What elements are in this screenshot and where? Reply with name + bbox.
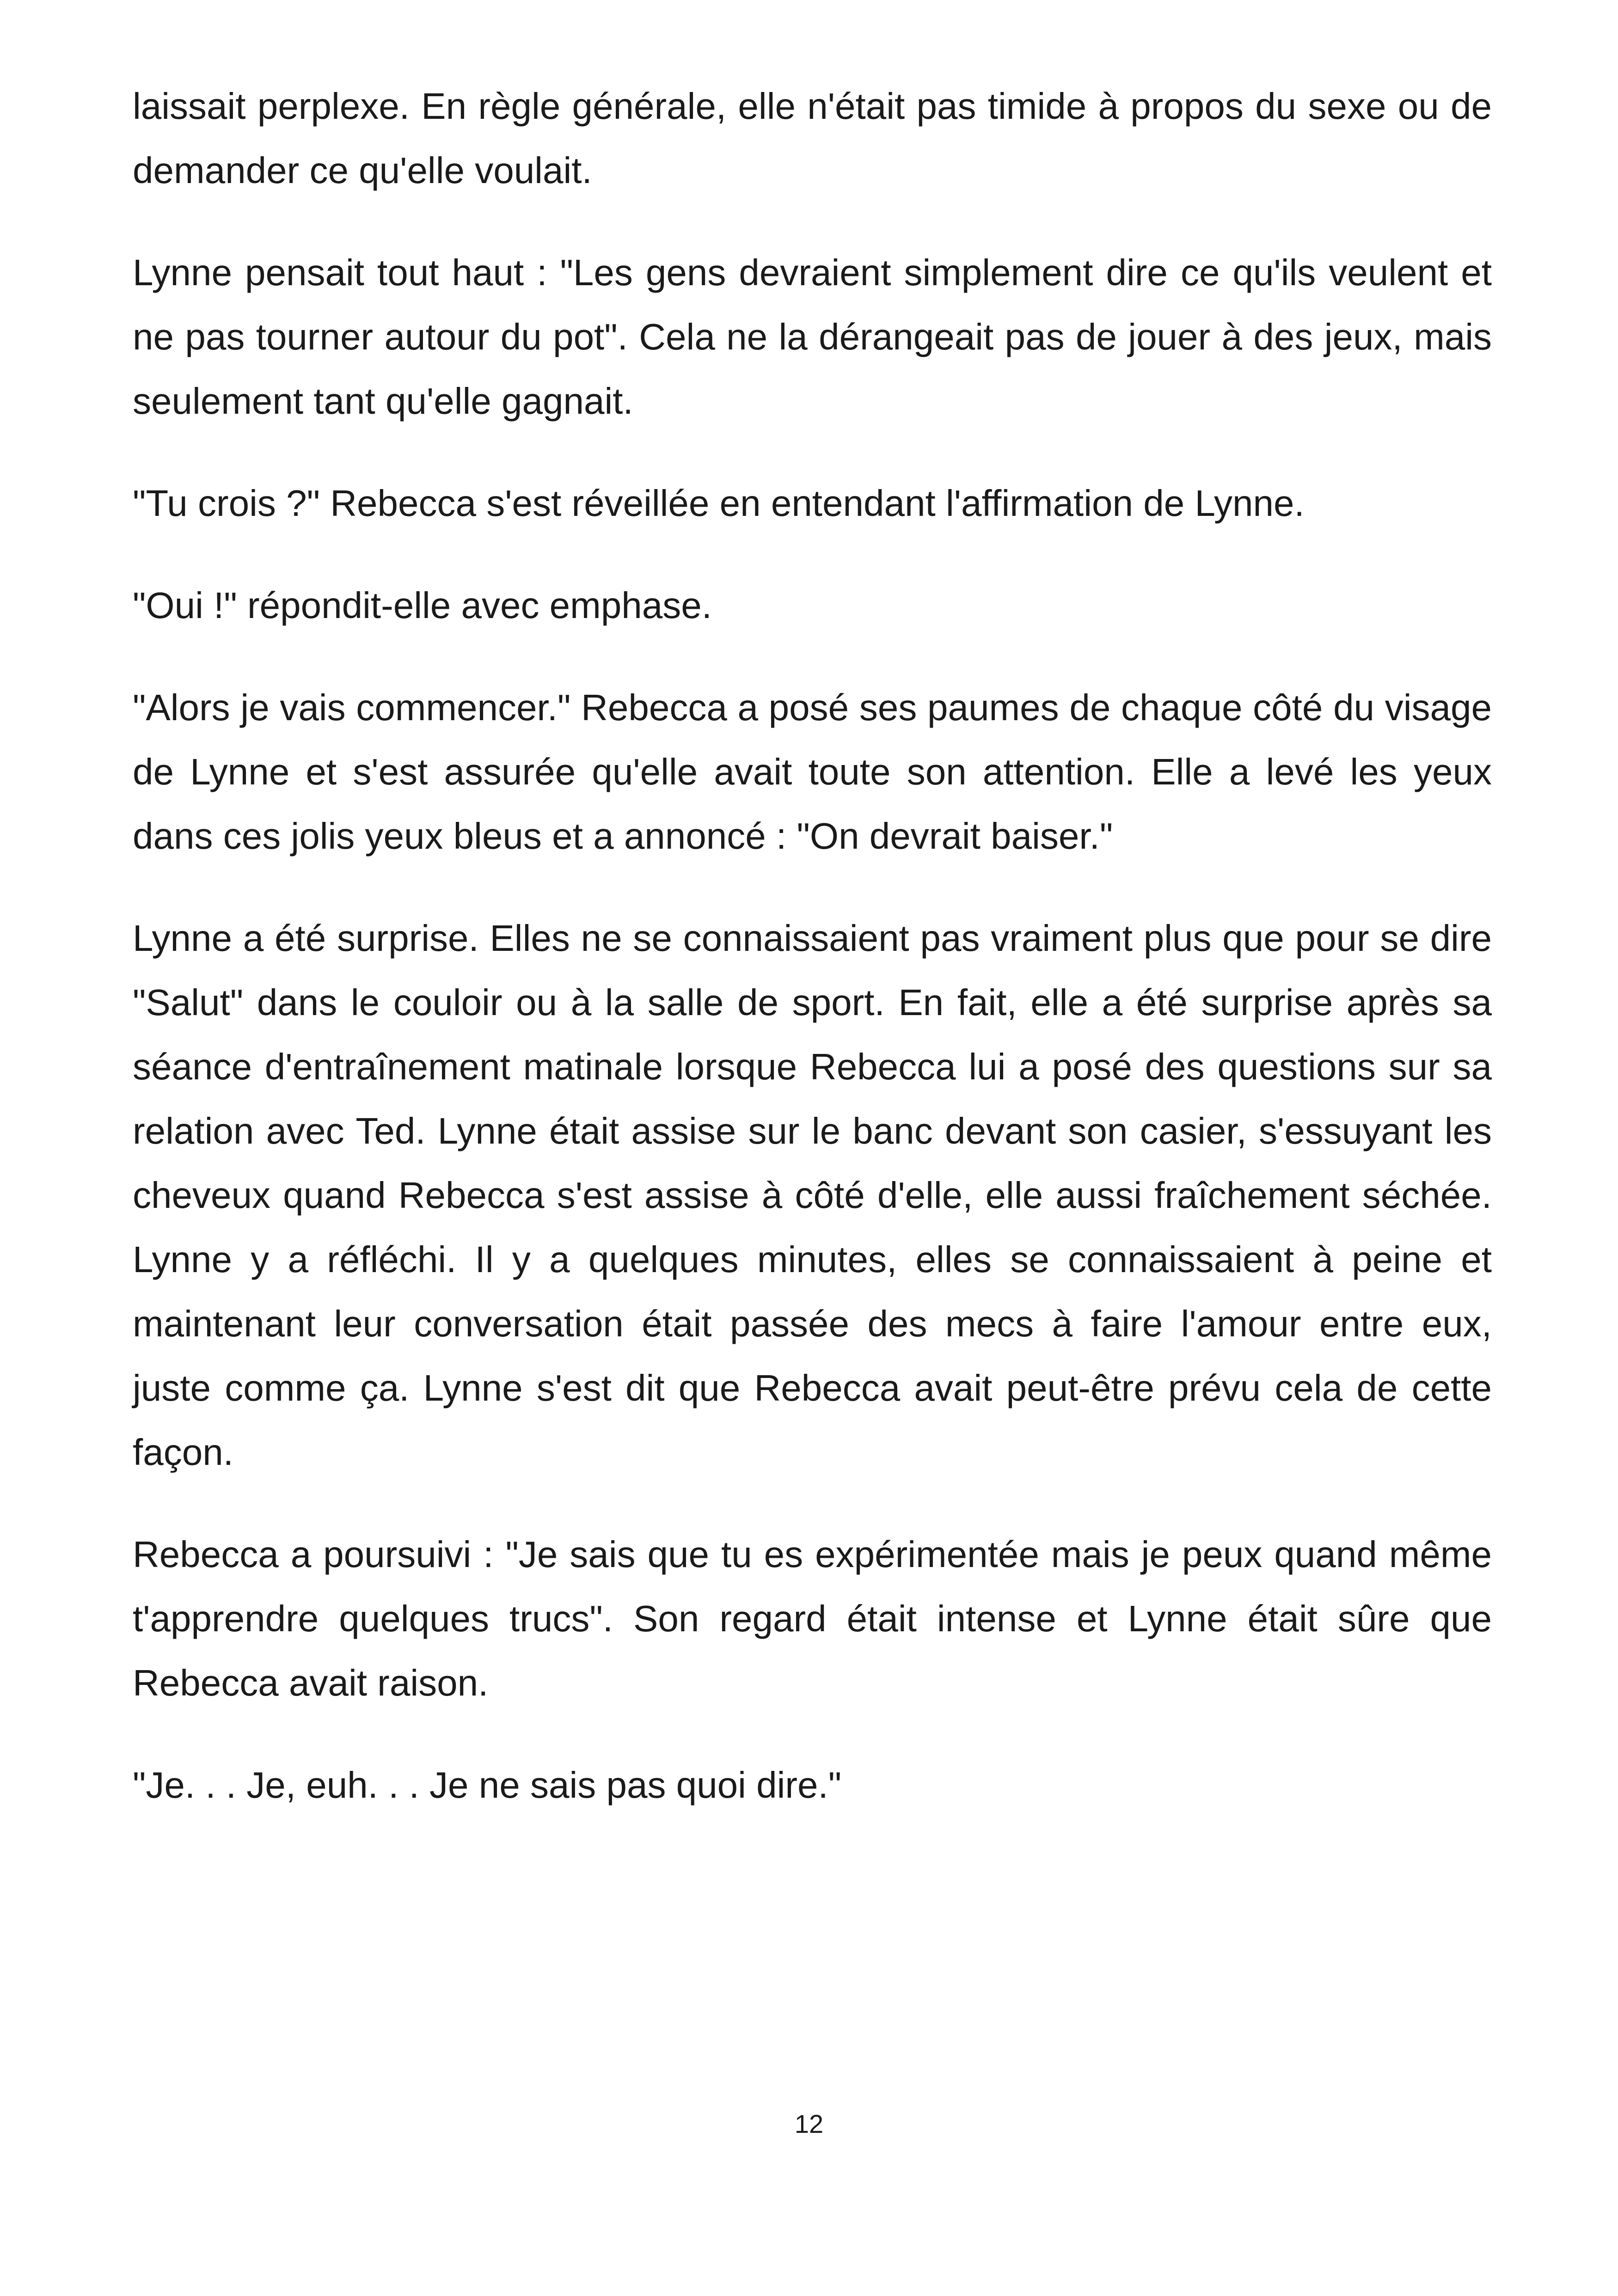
paragraph: "Alors je vais commencer." Rebecca a posé ses paumes de chaque côté du visage de Lynne et s'est assurée qu'elle avait toute son attention. Elle a levé les yeux dans ces jolis yeux bleus et a annoncé : "On devrait baiser."	[133, 687, 1492, 857]
paragraph: Lynne pensait tout haut : "Les gens devraient simplement dire ce qu'ils veulent et ne pas tourner autour du pot". Cela ne la dérangeait pas de jouer à des jeux, mais seulement tant qu'elle gagnait.	[133, 252, 1492, 422]
paragraph: "Tu crois ?" Rebecca s'est réveillée en entendant l'affirmation de Lynne.	[133, 483, 1305, 524]
paragraph: "Je. . . Je, euh. . . Je ne sais pas quoi dire."	[133, 1764, 842, 1806]
body-text	[133, 74, 1492, 1855]
page-number: 12	[794, 2109, 824, 2138]
paragraph: Rebecca a poursuivi : "Je sais que tu es expérimentée mais je peux quand même t'apprendre quelques trucs". Son regard était intense et Lynne était sûre que Rebecca avait raison.	[133, 1534, 1492, 1703]
paragraph: Lynne a été surprise. Elles ne se connaissaient pas vraiment plus que pour se dire "Salut" dans le couloir ou à la salle de sport. En fait, elle a été surprise après sa séance d'entraînement matinale lorsque Rebecca lui a posé des questions sur sa relation avec Ted. Lynne était assise sur le banc devant son casier, s'essuyant les cheveux quand Rebecca s'est assise à côté d'elle, elle aussi fraîchement séchée. Lynne y a réfléchi. Il y a quelques minutes, elles se connaissaient à peine et maintenant leur conversation était passée des mecs à faire l'amour entre eux, juste comme ça. Lynne s'est dit que Rebecca avait peut-être prévu cela de cette façon.	[133, 918, 1492, 1473]
paragraph: laissait perplexe. En règle générale, elle n'était pas timide à propos du sexe ou de demander ce qu'elle voulait.	[133, 86, 1492, 191]
paragraph: "Oui !" répondit-elle avec emphase.	[133, 585, 712, 626]
